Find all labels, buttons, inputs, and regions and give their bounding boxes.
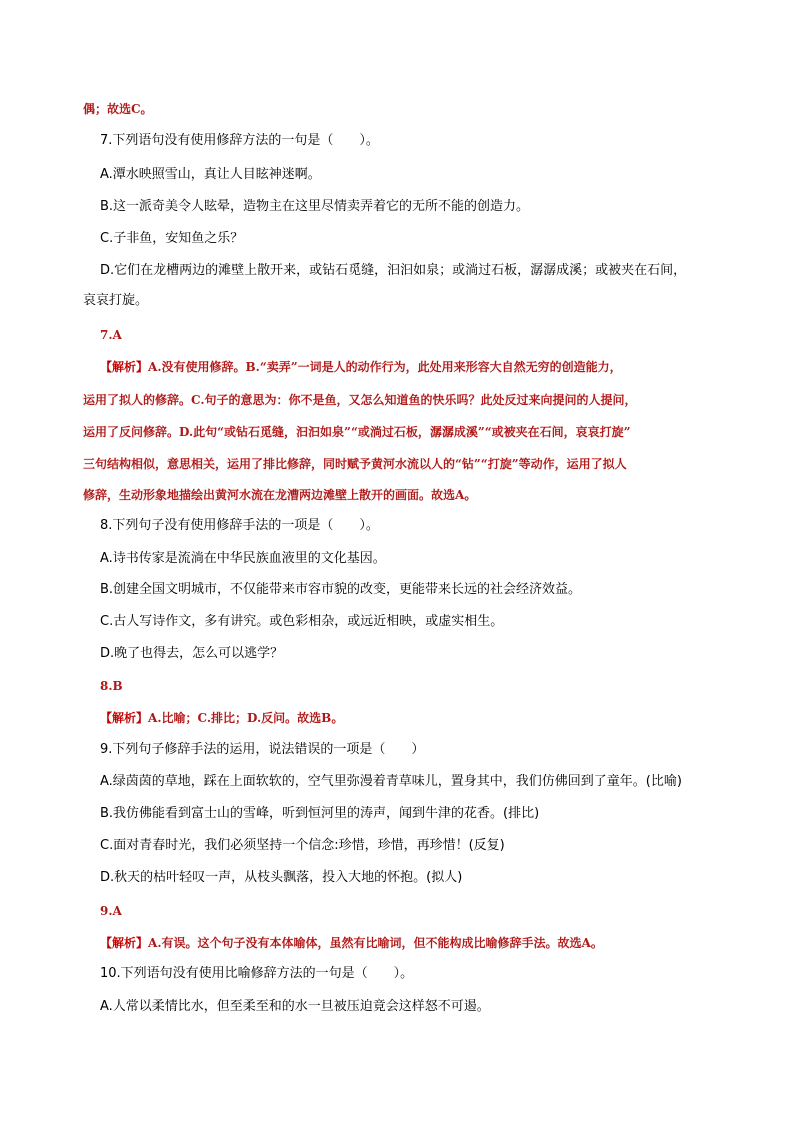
answer-7: 7.A	[100, 328, 122, 342]
question-8-option-c: C.古人写诗作文，多有讲究。或色彩相杂，或远近相映，或虚实相生。	[100, 614, 504, 629]
question-7-option-a: A.潭水映照雪山，真让人目眩神迷啊。	[100, 167, 321, 182]
explanation-text: A.有误。这个句子没有本体喻体，虽然有比喻词，但不能构成比喻修辞手法。故选A。	[148, 936, 603, 950]
question-7-option-d-line1: D.它们在龙槽两边的滩壁上散开来，或钻石觅缝，汩汩如泉；或淌过石板，潺潺成溪；或被夹在石间，	[100, 263, 687, 278]
question-7-option-b: B.这一派奇美令人眩晕，造物主在这里尽情卖弄着它的无所不能的创造力。	[100, 199, 530, 214]
explanation-tag: 【解析】	[100, 936, 149, 950]
explanation-7-line5: 修辞，生动形象地描绘出黄河水流在龙漕两边滩壁上散开的画面。故选A。	[83, 488, 477, 502]
explanation-7-line4: 三句结构相似，意思相关，运用了排比修辞，同时赋予黄河水流以人的“钻”“打旋”等动作，运用了拟人	[83, 457, 627, 471]
question-10: 10.下列语句没有使用比喻修辞方法的一句是（ ）。	[100, 966, 414, 981]
question-7-option-d-line2: 哀哀打旋。	[83, 293, 149, 308]
explanation-7-line1	[100, 358, 622, 377]
question-8-option-b: B.创建全国文明城市，不仅能带来市容市貌的改变，更能带来长远的社会经济效益。	[100, 582, 582, 597]
answer-8: 8.B	[100, 679, 123, 693]
explanation-text: A.没有使用修辞。B.“卖弄”一词是人的动作行为，此处用来形容大自然无穷的创造能力，	[148, 360, 622, 374]
explanation-text: A.比喻；C.排比；D.反问。故选B。	[148, 711, 344, 725]
explanation-9-line1	[100, 934, 603, 953]
question-8: 8.下列句子没有使用修辞手法的一项是（ ）。	[100, 518, 379, 533]
question-7-option-c: C.子非鱼，安知鱼之乐？	[100, 231, 244, 246]
question-9-option-b: B.我仿佛能看到富士山的雪峰，听到恒河里的涛声，闻到牛津的花香。(排比)	[100, 806, 540, 821]
question-8-option-a: A.诗书传家是流淌在中华民族血液里的文化基因。	[100, 551, 386, 566]
explanation-tag: 【解析】	[100, 711, 149, 725]
explanation-8-line1	[100, 709, 343, 728]
question-7: 7.下列语句没有使用修辞方法的一句是（ ）。	[100, 133, 379, 148]
question-9-option-c: C.面对青春时光，我们必须坚持一个信念:珍惜，珍惜，再珍惜！(反复)	[100, 838, 505, 853]
question-9-option-a: A.绿茵茵的草地，踩在上面软软的，空气里弥漫着青草味儿，置身其中，我们仿佛回到了童年。(比喻)	[100, 774, 682, 789]
prev-explanation-tail: 偶；故选C。	[83, 102, 153, 116]
answer-9: 9.A	[100, 904, 122, 918]
question-9: 9.下列句子修辞手法的运用，说法错误的一项是（ ）	[100, 742, 425, 757]
explanation-7-line2: 运用了拟人的修辞。C.句子的意思为：你不是鱼，又怎么知道鱼的快乐吗？此处反过来向提问的人提问，	[83, 393, 637, 407]
explanation-7-line3: 运用了反问修辞。D.此句“或钻石觅缝，汩汩如泉”“或淌过石板，潺潺成溪”“或被夹在石间，哀哀打旋”	[83, 425, 631, 439]
question-9-option-d: D.秋天的枯叶轻叹一声，从枝头飘落，投入大地的怀抱。(拟人)	[100, 870, 463, 885]
explanation-tag: 【解析】	[100, 360, 149, 374]
question-8-option-d: D.晚了也得去，怎么可以逃学？	[100, 646, 284, 661]
question-10-option-a: A.人常以柔情比水，但至柔至和的水一旦被压迫竟会这样怒不可遏。	[100, 999, 490, 1014]
